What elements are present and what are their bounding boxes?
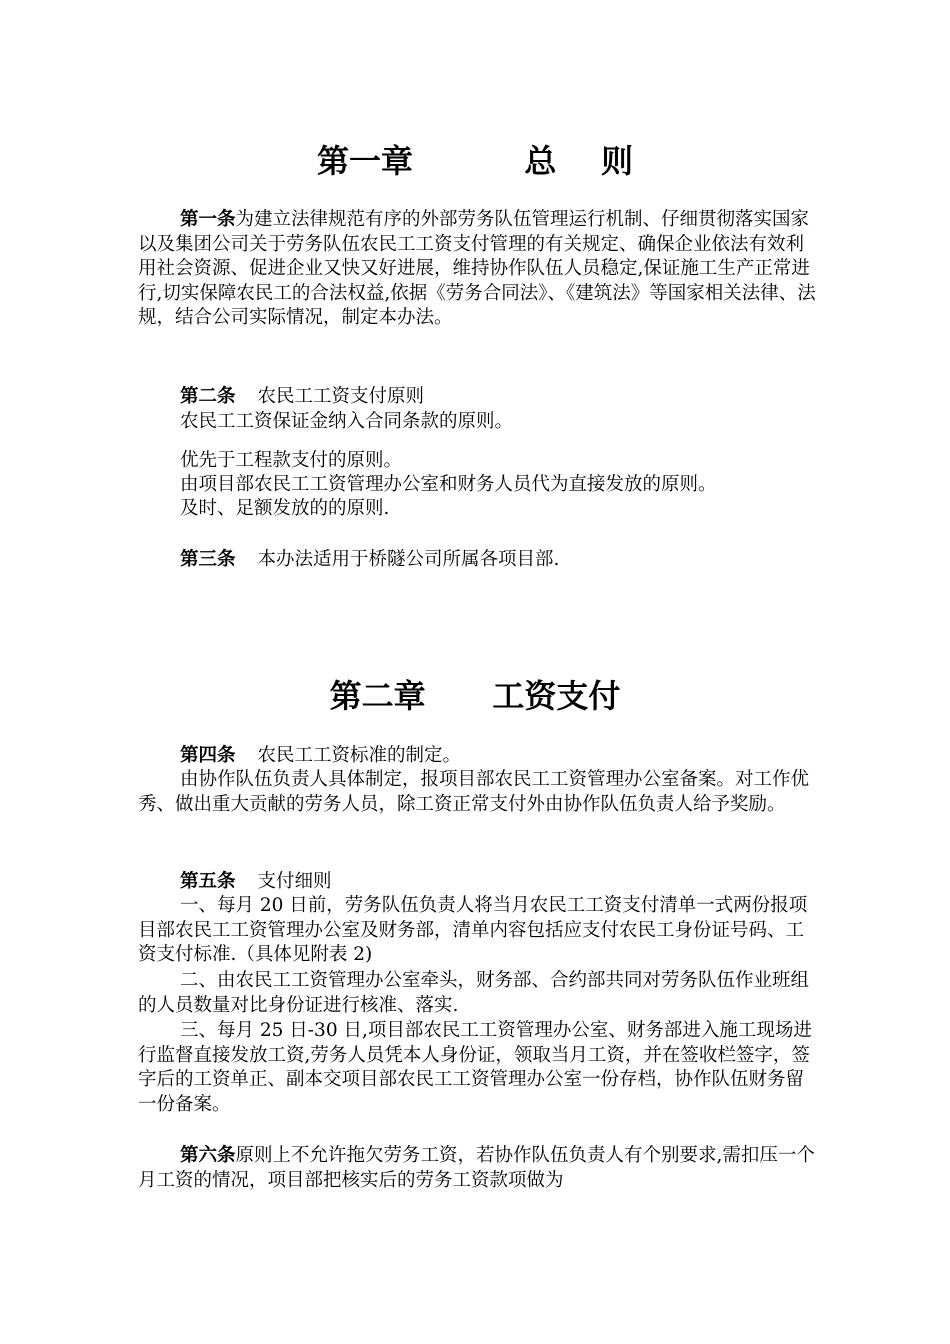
article-4-text: 由协作队伍负责人具体制定，报项目部农民工工资管理办公室备案。对工作优秀、做出重大贡献的劳务人员，除工资正常支付外由协作队伍负责人给予奖励。 [138,769,810,815]
article-5-item-2: 二、由农民工工资管理办公室牵头，财务部、合约部共同对劳务队伍作业班组的人员数量对比身份证进行核准、落实. [138,970,810,1016]
article-4-label: 第四条 [180,745,236,766]
chapter-1-title: 第一章 总 则 [317,142,633,180]
article-3-text: 本办法适用于桥隧公司所属各项目部. [257,549,560,570]
article-4-header [138,744,818,769]
article-6-text: 原则上不允许拖欠劳务工资，若协作队伍负责人有个别要求,需扣压一个月工资的情况，项目部把核实后的劳务工资款项做为 [138,1145,815,1191]
article-5-heading: 支付细则 [257,871,332,892]
article-2-label: 第二条 [180,386,236,407]
article-2-header [138,385,818,410]
article-5-item-3: 三、每月 25 日-30 日,项目部农民工工资管理办公室、财务部进入施工现场进行监督直接发放工资,劳务人员凭本人身份证，领取当月工资，并在签收栏签字，签字后的工资单正、副本交项目部农民工工资管理办公室一份存档，协作队伍财务留一份备案。 [138,1020,812,1115]
article-2-line-2: 优先于工程款支付的原则。 [180,450,403,471]
article-3 [138,548,818,573]
article-3-label: 第三条 [180,549,236,570]
article-6-label: 第六条 [180,1145,236,1166]
article-2-line-3: 由项目部农民工工资管理办公室和财务人员代为直接发放的原则。 [180,474,717,495]
article-2-line-4: 及时、足额发放的的原则. [180,498,390,519]
article-1-text: 为建立法律规范有序的外部劳务队伍管理运行机制、仔细贯彻落实国家以及集团公司关于劳务队伍农民工工资支付管理的有关规定、确保企业依法有效利用社会资源、促进企业又快又好进展，维持协作队伍人员稳定,保证施工生产正常进行,切实保障农民工的合法权益,依据《劳务合同法》、《建筑法》等国家相关法律、法规，结合公司实际情况，制定本办法。 [138,209,816,328]
article-4-heading: 农民工工资标准的制定。 [257,745,462,766]
article-2-line-1: 农民工工资保证金纳入合同条款的原则。 [180,411,514,432]
article-5-item-1: 一、每月 20 日前，劳务队伍负责人将当月农民工工资支付清单一式两份报项目部农民工工资管理办公室及财务部，清单内容包括应支付农民工身份证号码、工资支付标准.（具体见附表 2) [138,895,808,965]
article-6 [138,1144,818,1193]
article-2-heading: 农民工工资支付原则 [257,386,425,407]
article-1 [138,208,818,331]
chapter-2-title: 第二章 工资支付 [329,677,621,715]
article-5-label: 第五条 [180,871,236,892]
article-5-header [138,870,818,895]
article-1-label: 第一条 [180,209,236,230]
